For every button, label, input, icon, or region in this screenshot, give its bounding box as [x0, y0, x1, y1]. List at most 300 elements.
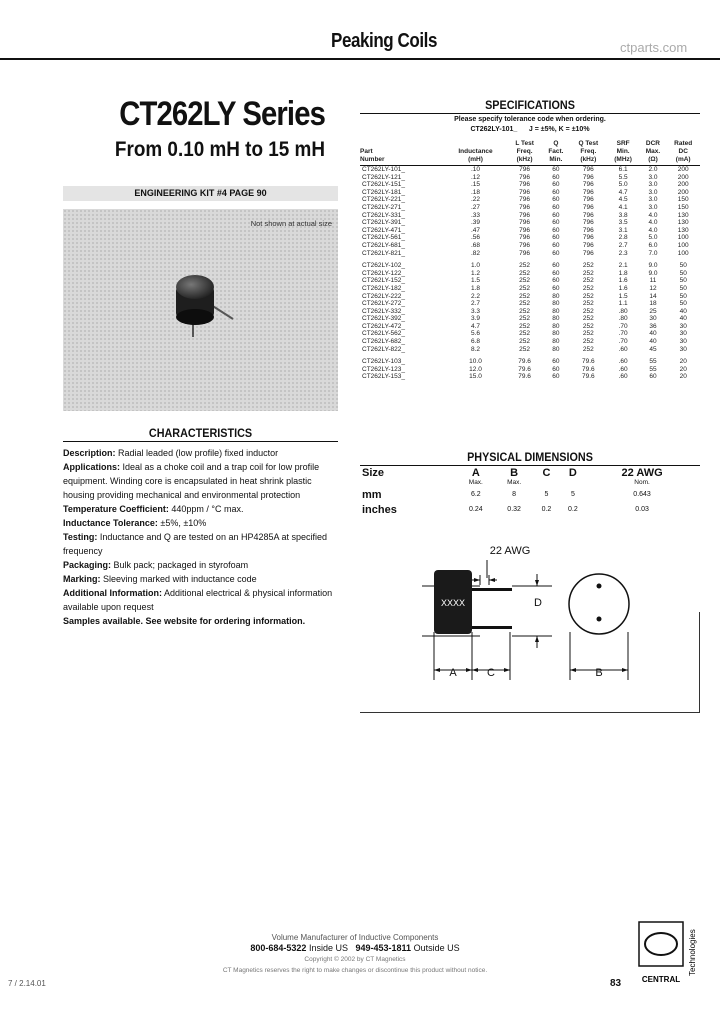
characteristics-title: CHARACTERISTICS: [148, 426, 253, 440]
spec-row: [360, 219, 700, 227]
spec-cell: 796: [519, 166, 531, 173]
spec-cell: 6.8: [470, 338, 481, 346]
spec-cell: 796: [582, 166, 594, 173]
spec-cell: 252: [582, 315, 594, 323]
characteristics-divider: [63, 441, 338, 442]
dimension-diagram: [362, 540, 698, 710]
spec-cell: 1.5: [618, 292, 628, 300]
part-number-cell: CT262LY-681_: [362, 241, 406, 249]
spec-cell: .60: [618, 345, 628, 353]
spec-header: L Test Freq. (kHz): [507, 140, 541, 166]
spec-row: [360, 250, 700, 258]
spec-cell: 80: [552, 345, 560, 353]
spec-cell: 252: [582, 277, 594, 285]
spec-cell: 252: [519, 300, 531, 308]
spec-cell: 200: [677, 181, 689, 189]
lead-hole-top: [597, 584, 602, 589]
part-number-cell: CT262LY-123_: [362, 365, 406, 373]
awg-label: 22 AWG: [489, 545, 531, 557]
spec-cell: 60: [552, 373, 560, 381]
phone-us: 800-684-5322: [250, 943, 307, 953]
spec-cell: 60: [552, 226, 560, 234]
part-number-cell: CT262LY-561_: [362, 234, 406, 242]
spec-header: Inductance (mH): [444, 140, 508, 166]
spec-cell: 6.1: [618, 166, 628, 173]
spec-cell: 252: [519, 284, 531, 292]
specifications-table: [360, 140, 700, 381]
spec-cell: 4.0: [648, 226, 658, 234]
spec-cell: .10: [470, 166, 481, 173]
engineering-kit-label: ENGINEERING KIT #4 PAGE 90: [63, 186, 338, 201]
spec-cell: 60: [552, 241, 560, 249]
footer-rights: CT Magnetics reserves the right to make changes or discontinue this product without notice.: [222, 967, 488, 974]
spec-header: DCR Max. (Ω): [640, 140, 667, 166]
spec-cell: 6.0: [648, 241, 658, 249]
footer-phones: 800-684-5322 Inside US 949-453-1811 Outside US: [250, 943, 460, 953]
footer-tagline: Volume Manufacturer of Inductive Components: [271, 933, 439, 942]
spec-cell: 60: [552, 219, 560, 227]
spec-cell: .70: [618, 330, 628, 338]
spec-row: [360, 308, 700, 316]
spec-cell: 60: [552, 181, 560, 189]
specifications-title: SPECIFICATIONS: [485, 98, 575, 112]
spec-cell: 3.0: [648, 181, 658, 189]
spec-cell: 79.6: [582, 373, 595, 381]
spec-cell: 100: [677, 234, 689, 242]
spec-cell: .39: [470, 219, 481, 227]
spec-row: [360, 277, 700, 285]
part-number-cell: CT262LY-152_: [362, 277, 406, 285]
spec-cell: 4.0: [648, 211, 658, 219]
spec-cell: 252: [582, 284, 594, 292]
part-number-cell: CT262LY-222_: [362, 292, 406, 300]
inductor-photo-icon: [63, 209, 338, 411]
part-number-cell: CT262LY-392_: [362, 315, 406, 323]
spec-header: Q Fact. Min.: [542, 140, 570, 166]
part-number-cell: CT262LY-121_: [362, 173, 406, 181]
dimension-value: 0.24: [469, 506, 483, 513]
spec-cell: 200: [677, 188, 689, 196]
physical-dimensions-table: [362, 468, 698, 517]
spec-cell: .60: [618, 365, 628, 373]
ordering-note: [440, 115, 620, 135]
spec-cell: 3.0: [648, 173, 658, 181]
spec-cell: 3.8: [618, 211, 628, 219]
char-testing: Testing: Inductance and Q are tested on an HP4285A at specified frequency: [63, 532, 328, 556]
spec-cell: 30: [649, 315, 657, 323]
part-number-cell: CT262LY-153_: [362, 373, 406, 381]
spec-cell: 4.7: [470, 322, 481, 330]
ordering-note-line2: CT262LY-101_ J = ±5%, K = ±10%: [470, 126, 590, 133]
spec-cell: .47: [470, 226, 481, 234]
spec-cell: 3.0: [648, 196, 658, 204]
spec-cell: 20: [679, 373, 687, 381]
physical-dimensions-divider: [360, 465, 700, 466]
spec-cell: 14: [649, 292, 657, 300]
spec-cell: 1.0: [470, 262, 481, 270]
dimension-value: 0.03: [635, 506, 649, 513]
part-number-cell: CT262LY-682_: [362, 338, 406, 346]
spec-cell: .82: [470, 249, 481, 257]
spec-cell: 796: [582, 211, 594, 219]
size-header: Size: [362, 467, 385, 479]
spec-cell: 20: [679, 358, 687, 366]
spec-cell: 50: [679, 284, 687, 292]
photo-caption: Not shown at actual size: [250, 219, 332, 228]
part-number-cell: CT262LY-101_: [362, 166, 406, 173]
part-number-cell: CT262LY-181_: [362, 188, 406, 196]
spec-row: [360, 181, 700, 189]
spec-cell: 150: [677, 196, 689, 204]
spec-cell: 15.0: [469, 373, 482, 381]
spec-cell: 252: [519, 330, 531, 338]
spec-cell: 796: [519, 226, 531, 234]
spec-cell: 80: [552, 338, 560, 346]
logo-name: CENTRAL: [641, 975, 681, 984]
spec-cell: .15: [470, 181, 481, 189]
spec-cell: 796: [519, 173, 531, 181]
spec-row: [360, 293, 700, 301]
unit-label: inches: [362, 503, 397, 516]
spec-row: [360, 204, 700, 212]
spec-cell: 9.0: [648, 269, 658, 277]
spec-cell: 60: [552, 188, 560, 196]
spec-cell: 2.2: [470, 292, 481, 300]
spec-row: [360, 189, 700, 197]
spec-cell: 50: [679, 300, 687, 308]
unit-label: mm: [362, 488, 382, 501]
spec-cell: 796: [519, 203, 531, 211]
spec-cell: 36: [649, 322, 657, 330]
spec-cell: 60: [552, 365, 560, 373]
spec-cell: .56: [470, 234, 481, 242]
spec-row: [360, 174, 700, 182]
spec-row: [360, 338, 700, 346]
spec-cell: 130: [677, 211, 689, 219]
spec-cell: 50: [679, 277, 687, 285]
spec-cell: 3.0: [648, 203, 658, 211]
spec-cell: 3.1: [618, 226, 628, 234]
part-number-cell: CT262LY-472_: [362, 322, 406, 330]
char-description: Description: Radial leaded (low profile) fixed inductor: [63, 448, 279, 458]
spec-cell: 20: [679, 365, 687, 373]
product-photo: [63, 209, 338, 411]
spec-cell: 1.5: [470, 277, 481, 285]
spec-cell: 60: [552, 203, 560, 211]
spec-cell: 2.7: [618, 241, 628, 249]
spec-cell: 11: [649, 277, 657, 285]
spec-cell: 796: [519, 188, 531, 196]
spec-cell: 796: [582, 226, 594, 234]
spec-cell: 796: [519, 196, 531, 204]
spec-header: Q Test Freq. (kHz): [570, 140, 607, 166]
spec-cell: 252: [519, 277, 531, 285]
spec-row: [360, 323, 700, 331]
spec-row: [360, 315, 700, 323]
spec-cell: 60: [552, 173, 560, 181]
spec-row: [360, 285, 700, 293]
spec-cell: 1.1: [618, 300, 628, 308]
spec-cell: 8.2: [470, 345, 481, 353]
spec-cell: 80: [552, 307, 560, 315]
spec-cell: .27: [470, 203, 481, 211]
spec-cell: 4.7: [618, 188, 628, 196]
spec-cell: 100: [677, 249, 689, 257]
dimension-header: 22 AWG Nom.: [621, 467, 663, 486]
spec-cell: 2.7: [470, 300, 481, 308]
spec-cell: 252: [519, 322, 531, 330]
top-view-outline: [569, 574, 629, 634]
part-number-cell: CT262LY-271_: [362, 203, 406, 211]
samples-note: Samples available. See website for ordering information.: [63, 616, 306, 626]
spec-cell: 796: [582, 241, 594, 249]
spec-cell: 79.6: [582, 365, 595, 373]
spec-row: [360, 358, 700, 366]
spec-cell: 9.0: [648, 262, 658, 270]
spec-cell: 18: [649, 300, 657, 308]
spec-cell: 252: [519, 345, 531, 353]
spec-cell: 79.6: [518, 373, 531, 381]
spec-cell: 60: [552, 262, 560, 270]
spec-cell: 130: [677, 226, 689, 234]
part-number-cell: CT262LY-471_: [362, 226, 406, 234]
spec-cell: 796: [582, 219, 594, 227]
spec-cell: 5.0: [648, 234, 658, 242]
dim-c-label: C: [487, 667, 495, 679]
spec-cell: 5.0: [618, 181, 628, 189]
spec-cell: .12: [470, 173, 481, 181]
char-applications: Applications: Ideal as a choke coil and a trap coil for low profile equipment. Winding core is encapsulated in heat shrink plastic housing providing mechanical and environmental protection: [63, 462, 320, 500]
spec-cell: 25: [649, 307, 657, 315]
spec-cell: 252: [519, 338, 531, 346]
characteristics-body: [63, 446, 343, 628]
spec-cell: .80: [618, 315, 628, 323]
char-tolerance: Inductance Tolerance: ±5%, ±10%: [63, 518, 207, 528]
spec-row: [360, 242, 700, 250]
specifications-divider: [360, 113, 700, 114]
dim-b-label: B: [595, 667, 603, 679]
spec-cell: 30: [679, 330, 687, 338]
spec-cell: 252: [582, 338, 594, 346]
spec-cell: 12: [649, 284, 657, 292]
header-title: Peaking Coils: [331, 30, 437, 52]
spec-cell: .33: [470, 211, 481, 219]
spec-cell: 2.1: [618, 262, 628, 270]
dimension-value: 8: [512, 491, 517, 498]
spec-cell: 252: [582, 262, 594, 270]
spec-cell: .18: [470, 188, 481, 196]
spec-cell: 30: [679, 322, 687, 330]
part-number-cell: CT262LY-182_: [362, 284, 406, 292]
part-number-cell: CT262LY-151_: [362, 181, 406, 189]
spec-cell: 200: [677, 166, 689, 173]
spec-row: [360, 373, 700, 381]
spec-header: SRF Min. (MHz): [607, 140, 640, 166]
spec-cell: 80: [552, 322, 560, 330]
spec-row: [360, 270, 700, 278]
spec-cell: 60: [552, 234, 560, 242]
lead-hole-bottom: [597, 617, 602, 622]
spec-cell: 60: [552, 284, 560, 292]
spec-cell: 1.6: [618, 277, 628, 285]
spec-row: [360, 262, 700, 270]
spec-cell: 4.0: [648, 219, 658, 227]
spec-cell: 3.3: [470, 307, 481, 315]
ordering-note-line1: Please specify tolerance code when ordering.: [454, 116, 606, 123]
char-temp-coefficient: Temperature Coefficient: 440ppm / °C max.: [63, 504, 244, 514]
spec-cell: 796: [582, 188, 594, 196]
spec-cell: 252: [519, 307, 531, 315]
spec-cell: 252: [519, 269, 531, 277]
spec-cell: 796: [582, 249, 594, 257]
part-number-cell: CT262LY-821_: [362, 249, 406, 257]
part-number-cell: CT262LY-391_: [362, 219, 406, 227]
spec-cell: 796: [519, 219, 531, 227]
diagram-frame-bottom: [360, 712, 700, 713]
dimension-value: 0.2: [541, 506, 552, 513]
spec-cell: 2.8: [618, 234, 628, 242]
dim-d-label: D: [534, 597, 542, 609]
spec-cell: 1.6: [618, 284, 628, 292]
spec-cell: .60: [618, 373, 628, 381]
spec-cell: 40: [649, 338, 657, 346]
spec-cell: .80: [618, 307, 628, 315]
spec-cell: 252: [582, 330, 594, 338]
spec-cell: 55: [649, 365, 657, 373]
dimension-header: C: [542, 467, 551, 479]
spec-cell: 60: [552, 277, 560, 285]
spec-cell: 3.9: [470, 315, 481, 323]
spec-cell: 796: [519, 241, 531, 249]
part-number-cell: CT262LY-332_: [362, 307, 406, 315]
part-number-cell: CT262LY-331_: [362, 211, 406, 219]
spec-cell: 50: [679, 269, 687, 277]
dimension-header: A Max.: [468, 467, 483, 486]
spec-cell: 80: [552, 315, 560, 323]
diagram-frame-right: [699, 612, 700, 713]
spec-cell: 252: [582, 322, 594, 330]
spec-cell: 252: [582, 269, 594, 277]
dimension-value: 5: [544, 491, 549, 498]
spec-cell: 2.0: [648, 166, 658, 173]
part-number-cell: CT262LY-822_: [362, 345, 406, 353]
physical-dimensions-title: PHYSICAL DIMENSIONS: [467, 450, 593, 464]
part-number-cell: CT262LY-221_: [362, 196, 406, 204]
spec-cell: 5.6: [470, 330, 481, 338]
spec-cell: 796: [519, 211, 531, 219]
spec-cell: 796: [519, 181, 531, 189]
spec-cell: 55: [649, 358, 657, 366]
spec-cell: 80: [552, 292, 560, 300]
revision-date: 7 / 2.14.01: [8, 979, 46, 988]
spec-cell: 60: [552, 211, 560, 219]
spec-row: [360, 330, 700, 338]
spec-row: [360, 346, 700, 354]
spec-cell: .22: [470, 196, 481, 204]
spec-cell: 60: [552, 249, 560, 257]
dimension-header: B Max.: [507, 467, 522, 486]
spec-cell: 60: [552, 358, 560, 366]
dimension-row: [362, 502, 698, 517]
dimension-value: 0.643: [633, 491, 651, 498]
spec-cell: 60: [552, 269, 560, 277]
spec-cell: 252: [582, 292, 594, 300]
spec-cell: 252: [519, 315, 531, 323]
spec-cell: 252: [582, 300, 594, 308]
spec-cell: 1.8: [618, 269, 628, 277]
part-number-cell: CT262LY-122_: [362, 269, 406, 277]
spec-cell: 10.0: [469, 358, 482, 366]
spec-header: Rated DC (mA): [666, 140, 700, 166]
char-additional-info: Additional Information: Additional electrical & physical information available upon request: [63, 588, 333, 612]
spec-cell: 796: [519, 249, 531, 257]
spec-cell: 100: [677, 241, 689, 249]
footer: [140, 932, 570, 976]
spec-cell: 252: [519, 292, 531, 300]
spec-cell: 60: [552, 166, 560, 173]
spec-cell: 30: [679, 338, 687, 346]
part-number-cell: CT262LY-562_: [362, 330, 406, 338]
spec-cell: 80: [552, 330, 560, 338]
char-packaging: Packaging: Bulk pack; packaged in styrofoam: [63, 560, 249, 570]
spec-cell: 5.5: [618, 173, 628, 181]
part-number-cell: CT262LY-102_: [362, 262, 406, 270]
spec-cell: 12.0: [469, 365, 482, 373]
dimension-value: 6.2: [470, 491, 481, 498]
spec-cell: 796: [582, 234, 594, 242]
spec-cell: 3.5: [618, 219, 628, 227]
central-technologies-logo: [635, 918, 715, 998]
spec-row: [360, 166, 700, 174]
spec-cell: 80: [552, 300, 560, 308]
page-number: 83: [610, 978, 622, 989]
body-marking-label: XXXX: [440, 598, 466, 608]
part-number-cell: CT262LY-272_: [362, 300, 406, 308]
spec-cell: 40: [649, 330, 657, 338]
spec-cell: 30: [679, 345, 687, 353]
spec-cell: 79.6: [582, 358, 595, 366]
spec-cell: 130: [677, 219, 689, 227]
spec-cell: 50: [679, 292, 687, 300]
spec-cell: 60: [552, 196, 560, 204]
spec-cell: 796: [582, 196, 594, 204]
char-marking: Marking: Sleeving marked with inductance code: [63, 574, 257, 584]
spec-cell: .70: [618, 338, 628, 346]
dimension-row: [362, 487, 698, 502]
spec-cell: 7.0: [648, 249, 658, 257]
spec-cell: 79.6: [518, 358, 531, 366]
spec-cell: 3.0: [648, 188, 658, 196]
spec-row: [360, 366, 700, 374]
spec-cell: 252: [582, 345, 594, 353]
spec-cell: 4.5: [618, 196, 628, 204]
part-number-cell: CT262LY-103_: [362, 358, 406, 366]
spec-cell: .70: [618, 322, 628, 330]
spec-cell: .68: [470, 241, 481, 249]
spec-cell: 79.6: [518, 365, 531, 373]
spec-cell: 796: [582, 173, 594, 181]
spec-cell: 252: [519, 262, 531, 270]
spec-header: Part Number: [360, 140, 444, 166]
spec-cell: 796: [582, 181, 594, 189]
spec-row: [360, 234, 700, 242]
spec-cell: 40: [679, 315, 687, 323]
spec-row: [360, 300, 700, 308]
dimension-value: 0.32: [507, 506, 521, 513]
series-title: CT262LY Series: [119, 95, 325, 133]
spec-row: [360, 196, 700, 204]
spec-cell: 4.1: [618, 203, 628, 211]
